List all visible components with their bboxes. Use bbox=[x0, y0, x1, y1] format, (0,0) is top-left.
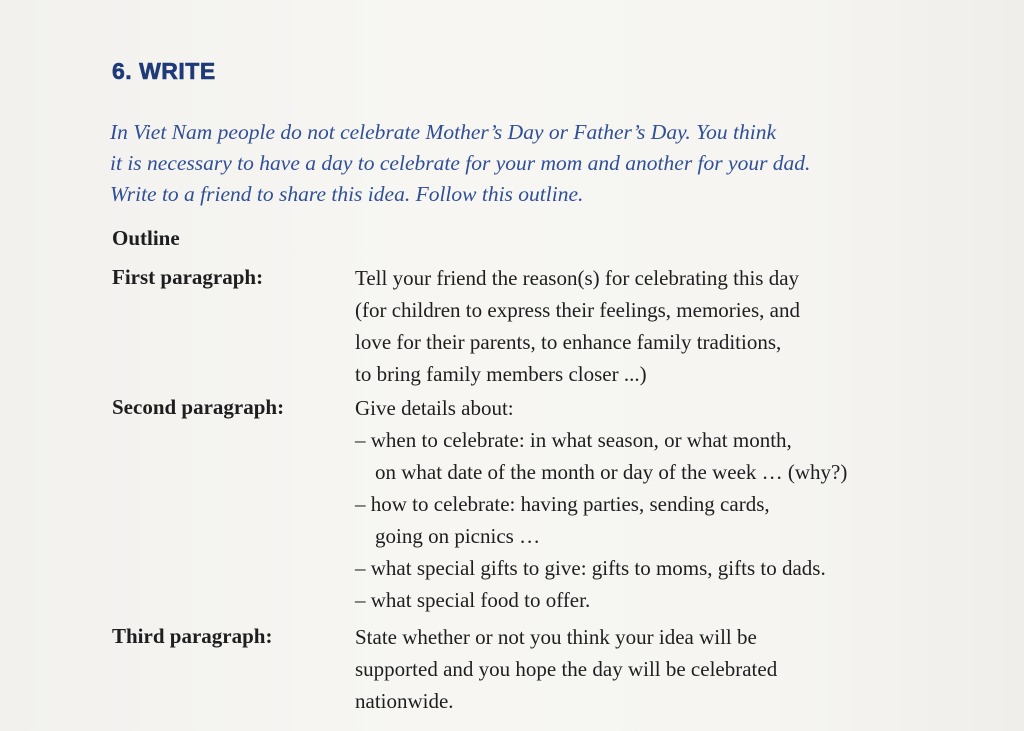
body-line: Give details about: bbox=[355, 396, 514, 420]
task-instructions bbox=[110, 117, 970, 210]
third-paragraph-label: Third paragraph: bbox=[112, 624, 273, 648]
first-paragraph-label: First paragraph: bbox=[112, 265, 264, 289]
bullet-item: – when to celebrate: in what season, or what month, bbox=[355, 428, 792, 452]
body-line: State whether or not you think your idea will be bbox=[355, 625, 757, 649]
third-paragraph-body bbox=[355, 621, 777, 717]
instruction-line: it is necessary to have a day to celebrate for your mom and another for your dad. bbox=[110, 151, 811, 175]
body-line: to bring family members closer ...) bbox=[355, 362, 647, 386]
body-line: supported and you hope the day will be celebrated bbox=[355, 657, 778, 681]
bullet-item: – how to celebrate: having parties, sending cards, bbox=[355, 492, 770, 516]
bullet-continuation: on what date of the month or day of the week … (why?) bbox=[375, 460, 848, 484]
body-line: Tell your friend the reason(s) for celebrating this day bbox=[355, 266, 800, 290]
section-heading: 6. WRITE bbox=[112, 58, 216, 84]
body-line: (for children to express their feelings, memories, and bbox=[355, 298, 800, 322]
bullet-item: – what special food to offer. bbox=[355, 588, 591, 612]
bullet-item: – what special gifts to give: gifts to moms, gifts to dads. bbox=[355, 556, 826, 580]
first-paragraph-body bbox=[355, 262, 800, 390]
bullet-continuation: going on picnics … bbox=[375, 524, 541, 548]
body-line: nationwide. bbox=[355, 689, 454, 713]
second-paragraph-body bbox=[355, 392, 847, 616]
second-paragraph-label: Second paragraph: bbox=[112, 395, 285, 419]
outline-title: Outline bbox=[112, 226, 180, 250]
instruction-line: Write to a friend to share this idea. Follow this outline. bbox=[110, 182, 584, 206]
body-line: love for their parents, to enhance family traditions, bbox=[355, 330, 782, 354]
instruction-line: In Viet Nam people do not celebrate Mother’s Day or Father’s Day. You think bbox=[110, 120, 777, 144]
